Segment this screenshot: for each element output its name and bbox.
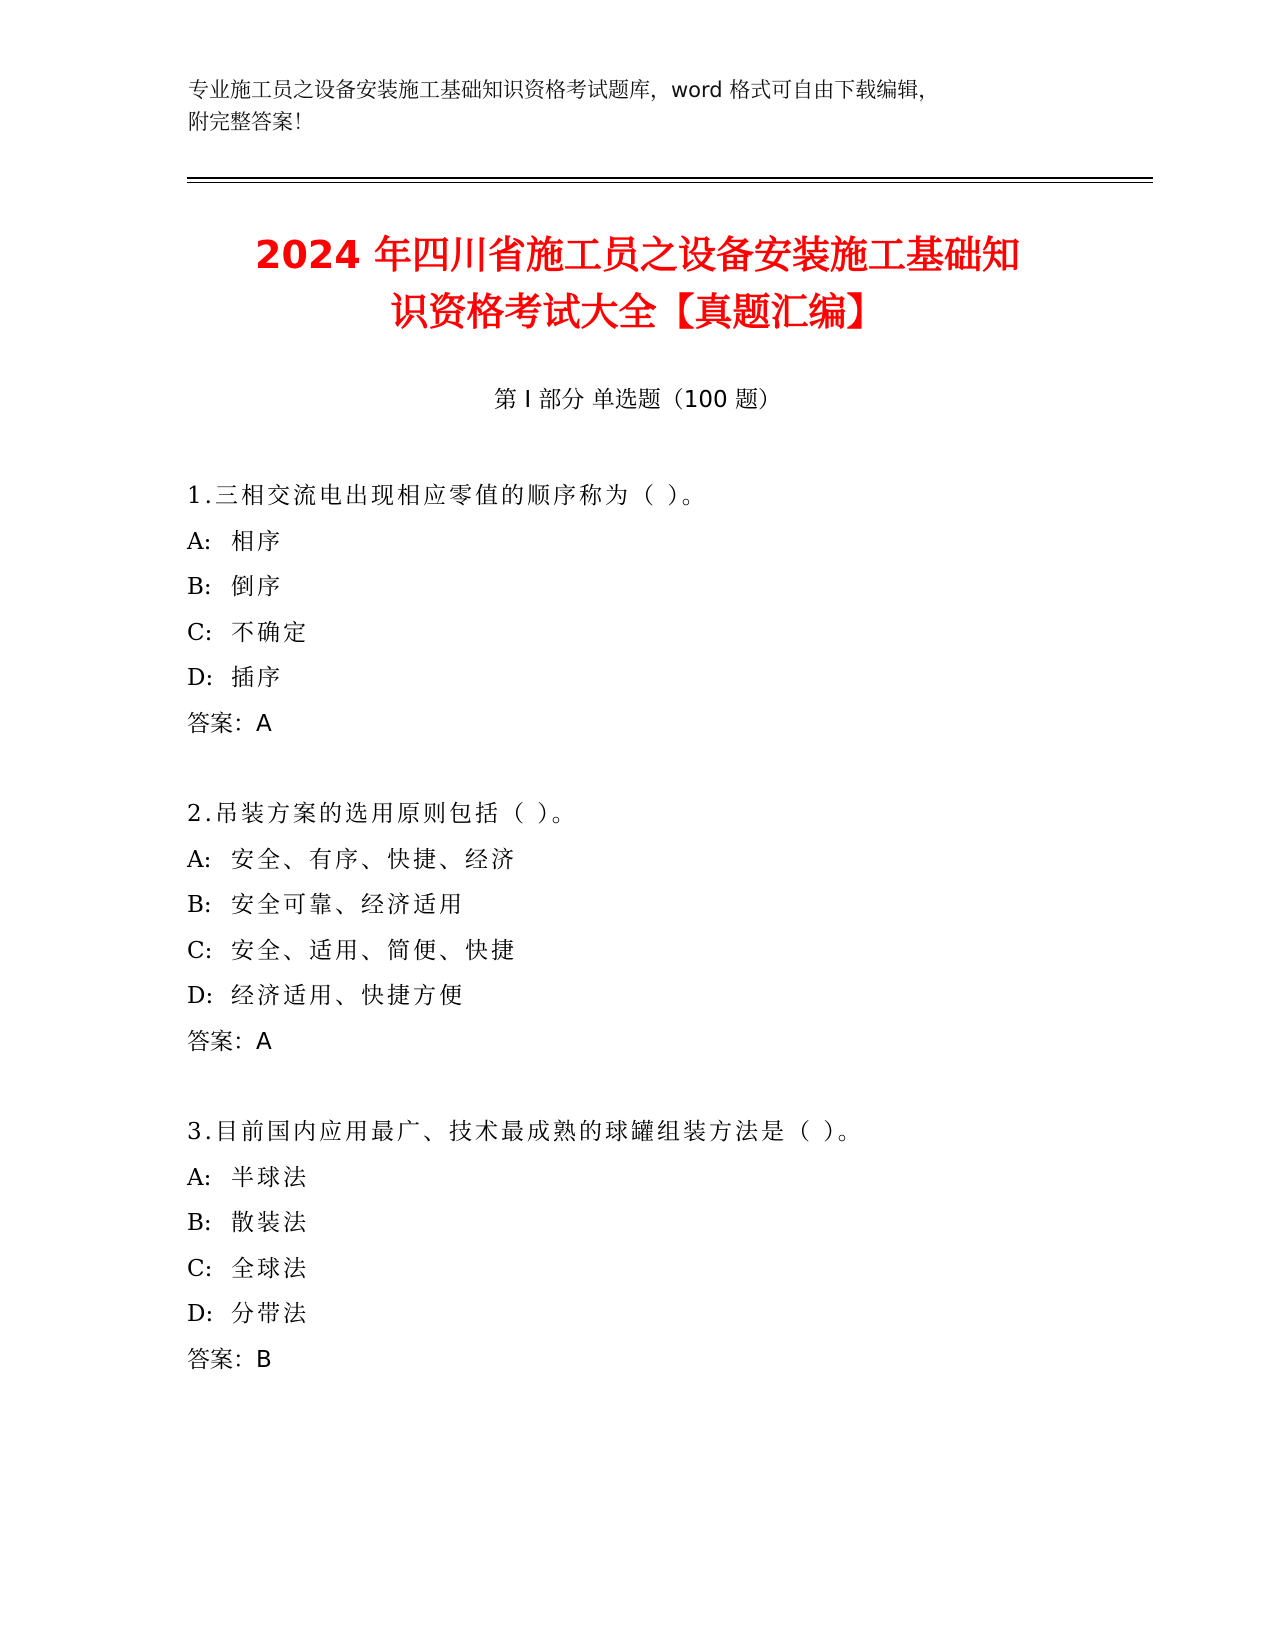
option-text: 经济适用、快捷方便: [231, 983, 465, 1009]
option-b: [187, 1207, 1087, 1253]
option-c: [187, 1253, 1087, 1299]
option-text: 倒序: [231, 574, 283, 600]
option-text: 插序: [231, 665, 283, 691]
option-a: [187, 526, 1087, 572]
option-text: 散装法: [231, 1210, 309, 1236]
option-c: [187, 935, 1087, 981]
header-note-line-2: 附完整答案！: [188, 110, 314, 134]
option-d: [187, 662, 1087, 708]
question-stem: 3.目前国内应用最广、技术最成熟的球罐组装方法是（ ）。: [187, 1119, 864, 1145]
option-letter: C:: [187, 937, 213, 964]
question-stem: 2.吊装方案的选用原则包括（ ）。: [187, 801, 578, 827]
option-text: 相序: [231, 528, 283, 555]
document-title: [150, 227, 1125, 341]
option-text: 安全、适用、简便、快捷: [231, 937, 517, 964]
option-letter: A:: [187, 1164, 212, 1191]
option-text: 全球法: [231, 1255, 309, 1282]
option-letter: C:: [187, 619, 213, 646]
option-text: 安全可靠、经济适用: [231, 892, 465, 918]
header-note: [188, 74, 1068, 138]
option-c: [187, 617, 1087, 663]
option-d: [187, 1298, 1087, 1344]
option-b: [187, 571, 1087, 617]
question-stem: 1.三相交流电出现相应零值的顺序称为（ ）。: [187, 483, 708, 509]
option-text: 分带法: [231, 1301, 309, 1327]
option-letter: B:: [187, 574, 212, 600]
option-letter: C:: [187, 1255, 213, 1282]
option-b: [187, 889, 1087, 935]
header-rule-thin: [187, 182, 1153, 183]
answer-line: 答案：B: [187, 1346, 272, 1373]
option-d: [187, 980, 1087, 1026]
answer-line: 答案：A: [187, 1028, 272, 1055]
question-block: [187, 480, 1087, 748]
header-rule-thick: [187, 177, 1153, 179]
option-letter: B:: [187, 1210, 212, 1236]
option-a: [187, 844, 1087, 890]
header-note-line-1: 专业施工员之设备安装施工基础知识资格考试题库，word 格式可自由下载编辑，: [188, 78, 940, 102]
question-block: [187, 798, 1087, 1066]
document-title-line-2: 识资格考试大全【真题汇编】: [390, 290, 885, 334]
section-heading: 第 I 部分 单选题（100 题）: [494, 387, 781, 413]
option-text: 半球法: [231, 1164, 309, 1191]
option-letter: D:: [187, 665, 214, 691]
option-letter: D:: [187, 1301, 214, 1327]
option-letter: A:: [187, 846, 212, 873]
document-title-line-1: 2024 年四川省施工员之设备安装施工基础知: [255, 233, 1020, 277]
option-a: [187, 1162, 1087, 1208]
option-letter: A:: [187, 528, 212, 555]
option-letter: D:: [187, 983, 214, 1009]
option-text: 安全、有序、快捷、经济: [231, 846, 517, 873]
answer-line: 答案：A: [187, 710, 272, 737]
question-block: [187, 1116, 1087, 1384]
option-letter: B:: [187, 892, 212, 918]
option-text: 不确定: [231, 619, 309, 646]
